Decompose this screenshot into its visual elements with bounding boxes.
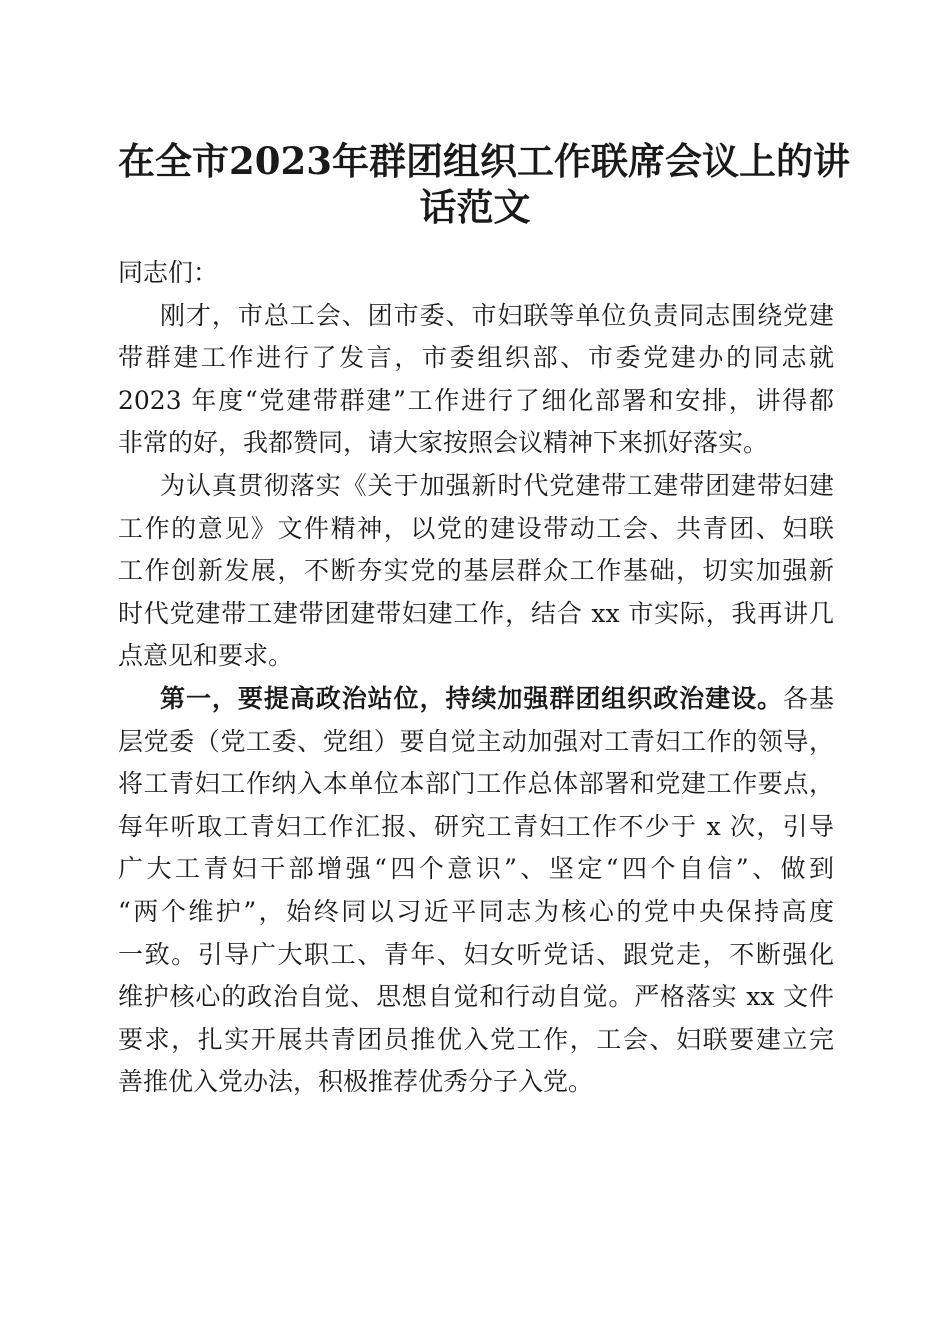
document-body — [118, 252, 834, 1104]
paragraph-line: 时代党建带工建带团建带妇建工作，结合 xx 市实际，我再讲几 — [118, 598, 834, 628]
paragraph-3 — [118, 678, 834, 1104]
title-line-1: 在全市2023年群团组织工作联席会议上的讲 — [118, 139, 850, 183]
paragraph-line: 层党委（党工委、党组）要自觉主动加强对工青妇工作的领导， — [118, 726, 834, 756]
paragraph-line: 2023 年度“党建带群建”工作进行了细化部署和安排，讲得都 — [118, 385, 834, 415]
section-heading: 第一，要提高政治站位，持续加强群团组织政治建设。 — [160, 683, 784, 713]
paragraph-1 — [118, 295, 834, 465]
paragraph-line: 工作创新发展，不断夯实党的基层群众工作基础，切实加强新 — [118, 556, 834, 586]
paragraph-line: 每年听取工青妇工作汇报、研究工青妇工作不少于 x 次，引导 — [118, 811, 834, 841]
paragraph-text: 各基 — [783, 683, 834, 713]
paragraph-line: 将工青妇工作纳入本单位本部门工作总体部署和党建工作要点， — [118, 769, 834, 799]
paragraph-line: 维护核心的政治自觉、思想自觉和行动自觉。严格落实 xx 文件 — [118, 982, 834, 1012]
document-title — [118, 138, 850, 230]
paragraph-line: 带群建工作进行了发言，市委组织部、市委党建办的同志就 — [118, 343, 834, 373]
paragraph-line: 工作的意见》文件精神，以党的建设带动工会、共青团、妇联 — [118, 513, 834, 543]
paragraph-line: 点意见和要求。 — [118, 641, 294, 671]
paragraph-line: 广大工青妇干部增强“四个意识”、坚定“四个自信”、做到 — [118, 854, 834, 884]
paragraph-line: 刚才，市总工会、团市委、市妇联等单位负责同志围绕党建 — [160, 300, 834, 330]
paragraph-line: “两个维护”，始终同以习近平同志为核心的党中央保持高度 — [118, 896, 834, 926]
paragraph-2 — [118, 465, 834, 678]
paragraph-line: 一致。引导广大职工、青年、妇女听党话、跟党走，不断强化 — [118, 939, 834, 969]
paragraph-line — [118, 678, 834, 721]
title-line-2: 话范文 — [419, 185, 531, 229]
salutation: 同志们： — [118, 258, 219, 287]
paragraph-line: 为认真贯彻落实《关于加强新时代党建带工建带团建带妇建 — [160, 470, 834, 500]
paragraph-line: 善推优入党办法，积极推荐优秀分子入党。 — [118, 1067, 594, 1097]
paragraph-line: 要求，扎实开展共青团员推优入党工作，工会、妇联要建立完 — [118, 1024, 834, 1054]
paragraph-line: 非常的好，我都赞同，请大家按照会议精神下来抓好落实。 — [118, 428, 769, 458]
